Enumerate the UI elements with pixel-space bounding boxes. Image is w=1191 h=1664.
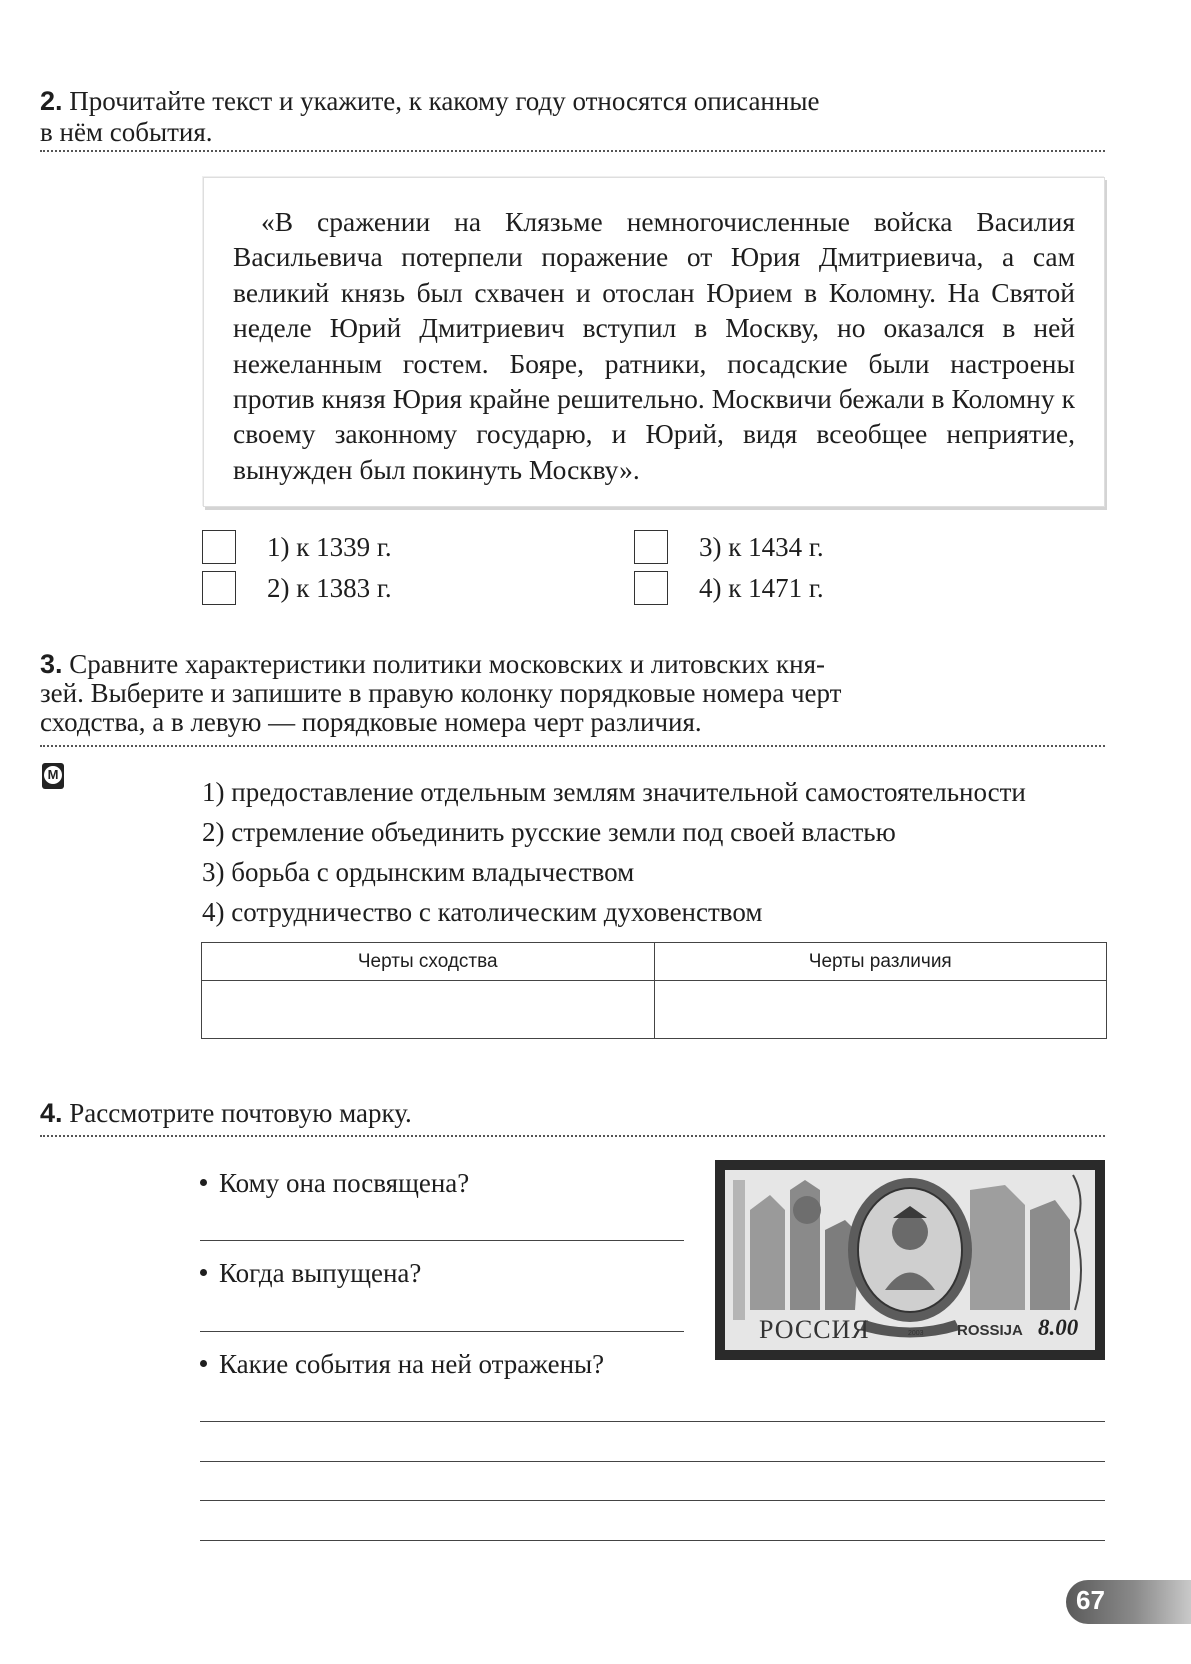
feature-3: 3) борьба с ордынским владычеством xyxy=(202,857,635,887)
bullet-icon xyxy=(200,1179,207,1186)
task3-divider xyxy=(40,745,1105,747)
media-icon-letter: М xyxy=(44,766,62,784)
option-1-label: 1) к 1339 г. xyxy=(267,532,392,562)
differences-answer-cell[interactable] xyxy=(654,981,1107,1039)
answer-line-1[interactable] xyxy=(200,1240,684,1241)
stamp-value: 8.00 xyxy=(1038,1315,1079,1340)
question-1-text: Кому она посвящена? xyxy=(219,1168,470,1198)
task2-title-line1: Прочитайте текст и укажите, к какому году относятся описанные xyxy=(69,86,820,116)
media-icon xyxy=(42,763,64,789)
task3-number: 3. xyxy=(40,649,63,679)
task2-divider xyxy=(40,150,1105,152)
bullet-icon xyxy=(200,1269,207,1276)
stamp-country-ru: РОССИЯ xyxy=(759,1315,870,1344)
comparison-table xyxy=(201,942,1107,1039)
task3-title-line2: зей. Выберите и запишите в правую колонку порядковые номера черт xyxy=(40,678,842,708)
page-number: 67 xyxy=(1076,1585,1105,1615)
task3-title-line3: сходства, а в левую — порядковые номера черт различия. xyxy=(40,707,702,737)
stamp-year: 2003 xyxy=(908,1330,924,1337)
question-2-text: Когда выпущена? xyxy=(219,1258,422,1288)
answer-line-2[interactable] xyxy=(200,1331,684,1332)
task2-heading xyxy=(40,86,1060,148)
option-1-checkbox[interactable] xyxy=(202,530,236,564)
quote-text: «В сражении на Клязьме немногочисленные войска Василия Васильевича потерпели поражение от Юрия Дмитриевича, а сам великий князь был схвачен и отослан Юрием в Коломну. На Святой неделе Юрий Дмитриевич вступил в Москву, но оказался в ней нежеланным гостем. Бояре, ратники, посадские были настроены против князя Юрия крайне решительно. Москвичи бежали в Коломну к своему законному государю, и Юрий, видя всеобщее неприятие, вынужден был покинуть Москву». xyxy=(233,206,1075,485)
question-1 xyxy=(200,1168,469,1198)
feature-4: 4) сотрудничество с католическим духовенством xyxy=(202,897,763,927)
answer-line-4[interactable] xyxy=(200,1461,1105,1462)
question-3-text: Какие события на ней отражены? xyxy=(219,1349,605,1379)
table-header-similarities: Черты сходства xyxy=(202,943,655,981)
answer-line-3[interactable] xyxy=(200,1421,1105,1422)
feature-2: 2) стремление объединить русские земли под своей властью xyxy=(202,817,896,847)
stamp-image xyxy=(725,1170,1095,1350)
page-number-badge xyxy=(1066,1580,1191,1624)
task4-number: 4. xyxy=(40,1098,63,1128)
postage-stamp xyxy=(715,1160,1105,1360)
bullet-icon xyxy=(200,1360,207,1367)
task2-number: 2. xyxy=(40,86,63,116)
similarities-answer-cell[interactable] xyxy=(202,981,655,1039)
task2-title-line2: в нём события. xyxy=(40,117,213,147)
stamp-country-lat: ROSSIJA xyxy=(957,1322,1023,1339)
question-2 xyxy=(200,1258,421,1288)
option-3-checkbox[interactable] xyxy=(634,530,668,564)
option-4-checkbox[interactable] xyxy=(634,571,668,605)
task3-title-line1: Сравните характеристики политики московских и литовских кня- xyxy=(69,649,826,679)
task4-divider xyxy=(40,1135,1105,1137)
option-2-checkbox[interactable] xyxy=(202,571,236,605)
answer-line-5[interactable] xyxy=(200,1500,1105,1501)
option-4-label: 4) к 1471 г. xyxy=(699,573,824,603)
feature-1: 1) предоставление отдельным землям значительной самостоятельности xyxy=(202,777,1026,807)
answer-line-6[interactable] xyxy=(200,1540,1105,1541)
task4-heading xyxy=(40,1098,1060,1129)
question-3 xyxy=(200,1349,604,1379)
table-header-differences: Черты различия xyxy=(654,943,1107,981)
option-2-label: 2) к 1383 г. xyxy=(267,573,392,603)
option-3-label: 3) к 1434 г. xyxy=(699,532,824,562)
task4-title: Рассмотрите почтовую марку. xyxy=(69,1098,412,1128)
task3-heading xyxy=(40,650,1060,737)
